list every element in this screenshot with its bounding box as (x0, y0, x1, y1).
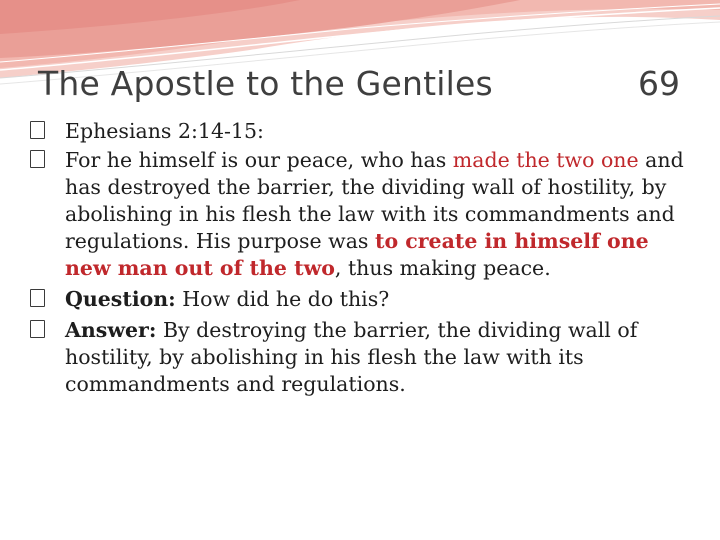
bullet-label: Question: (65, 287, 176, 311)
list-item (30, 317, 690, 398)
list-item (30, 286, 690, 313)
slide-title: The Apostle to the Gentiles (38, 64, 493, 103)
slide-number: 69 (638, 64, 680, 103)
bullet-text: By destroying the barrier, the dividing wall of hostility, by abolishing in his flesh the law with its commandments and regulations. (65, 318, 638, 396)
emphasis-text: made the two one (452, 148, 639, 172)
bullet-text: How did he do this? (175, 287, 390, 311)
square-bullet-icon (30, 121, 45, 139)
square-bullet-icon (30, 150, 45, 168)
bullet-text: For he himself is our peace, who has (65, 148, 453, 172)
square-bullet-icon (30, 289, 45, 307)
bullet-text: Ephesians 2:14-15: (65, 119, 264, 143)
slide-content (30, 118, 690, 402)
bullet-text: and has destroyed the barrier, the dividing wall of hostility, by abolishing in his flesh the law with its commandments and regulations. His purpose was (65, 148, 684, 253)
bullet-text: , thus making peace. (334, 256, 551, 280)
square-bullet-icon (30, 320, 45, 338)
emphasis-text: to create in himself one new man out of the two (65, 229, 649, 280)
list-item (30, 147, 690, 282)
list-item (30, 118, 690, 145)
bullet-label: Answer: (65, 318, 157, 342)
